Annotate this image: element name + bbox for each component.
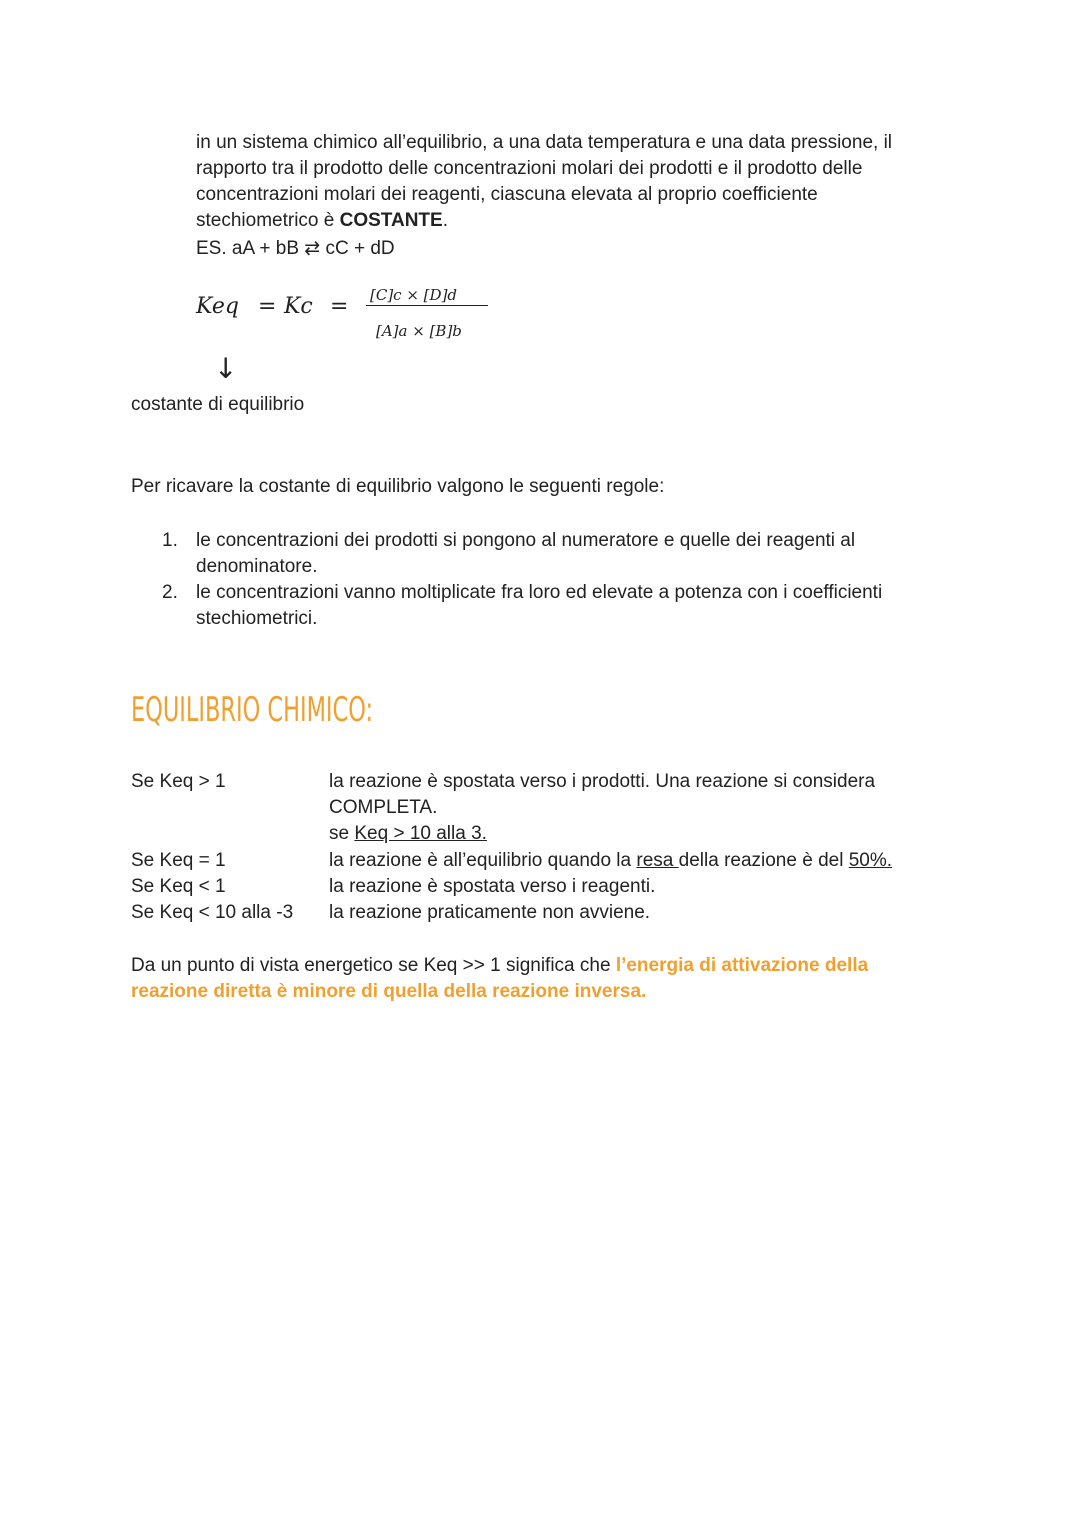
formula-keq: Keq	[196, 294, 239, 319]
intro-line-2: rapporto tra il prodotto delle concentrazioni molari dei prodotti e il prodotto delle	[196, 158, 863, 179]
intro-paragraph	[196, 130, 996, 262]
energy-highlight-2: reazione diretta è minore di quella della reazione inversa.	[131, 981, 647, 1002]
intro-line-1: in un sistema chimico all’equilibrio, a una data temperatura e una data pressione, il	[196, 132, 893, 153]
case-1-line-3	[329, 821, 969, 847]
formula-kc: Kc	[284, 294, 313, 319]
case-3-text: la reazione è spostata verso i reagenti.	[329, 876, 656, 897]
case-4-text: la reazione praticamente non avviene.	[329, 902, 651, 923]
intro-line-4-prefix: stechiometrico è	[196, 210, 340, 231]
energy-line-1	[131, 953, 951, 979]
reaction-example: ES. aA + bB ⇄ cC + dD	[196, 238, 395, 259]
fraction-bar	[366, 305, 488, 306]
intro-line-4	[196, 208, 996, 234]
energy-highlight-1: l’energia di attivazione della	[615, 955, 869, 976]
rule-text-line-2: stechiometrici.	[196, 608, 318, 629]
rule-item-1	[162, 528, 982, 580]
formula-denominator: [A]a × [B]b	[376, 322, 462, 340]
section-heading: EQUILIBRIO CHIMICO:	[131, 690, 374, 730]
rules-intro: Per ricavare la costante di equilibrio valgono le seguenti regole:	[131, 476, 665, 497]
energy-prefix: Da un punto di vista energetico se Keq >> 1 significa che	[131, 955, 616, 976]
case-4-label: Se Keq < 10 alla -3	[131, 902, 294, 923]
case-2-text	[329, 848, 969, 874]
case-1-line-2: COMPLETA.	[329, 797, 438, 818]
costante-bold: COSTANTE	[339, 210, 443, 231]
rule-text-line-1: le concentrazioni vanno moltiplicate fra loro ed elevate a potenza con i coefficienti	[196, 582, 883, 603]
case-1-line-1: la reazione è spostata verso i prodotti. Una reazione si considera	[329, 771, 876, 792]
case-2-label: Se Keq = 1	[131, 850, 226, 871]
case-2-resa: resa	[636, 850, 679, 871]
formula-equals-2: =	[330, 294, 349, 319]
case-1-line-3-prefix: se	[329, 823, 355, 844]
case-1-label: Se Keq > 1	[131, 771, 226, 792]
rule-number: 2.	[162, 582, 178, 603]
down-arrow-icon: ↓	[214, 352, 238, 385]
rule-text-line-1: le concentrazioni dei prodotti si pongono al numeratore e quelle dei reagenti al	[196, 530, 856, 551]
case-2-prefix: la reazione è all’equilibrio quando la	[329, 850, 637, 871]
rule-item-2	[162, 580, 982, 632]
case-2-percent: 50%.	[848, 850, 893, 871]
case-3-label: Se Keq < 1	[131, 876, 226, 897]
rule-text-line-2: denominatore.	[196, 556, 318, 577]
case-2-mid: della reazione è del	[678, 850, 849, 871]
rule-number: 1.	[162, 530, 178, 551]
formula	[196, 286, 516, 350]
case-1-text	[329, 769, 969, 847]
formula-equals-1: =	[258, 294, 277, 319]
formula-caption: costante di equilibrio	[131, 394, 305, 415]
formula-numerator: [C]c × [D]d	[370, 286, 458, 304]
intro-line-4-suffix: .	[442, 210, 448, 231]
case-1-threshold: Keq > 10 alla 3.	[354, 823, 487, 844]
energy-paragraph	[131, 953, 951, 1005]
intro-line-3: concentrazioni molari dei reagenti, ciascuna elevata al proprio coefficiente	[196, 184, 818, 205]
